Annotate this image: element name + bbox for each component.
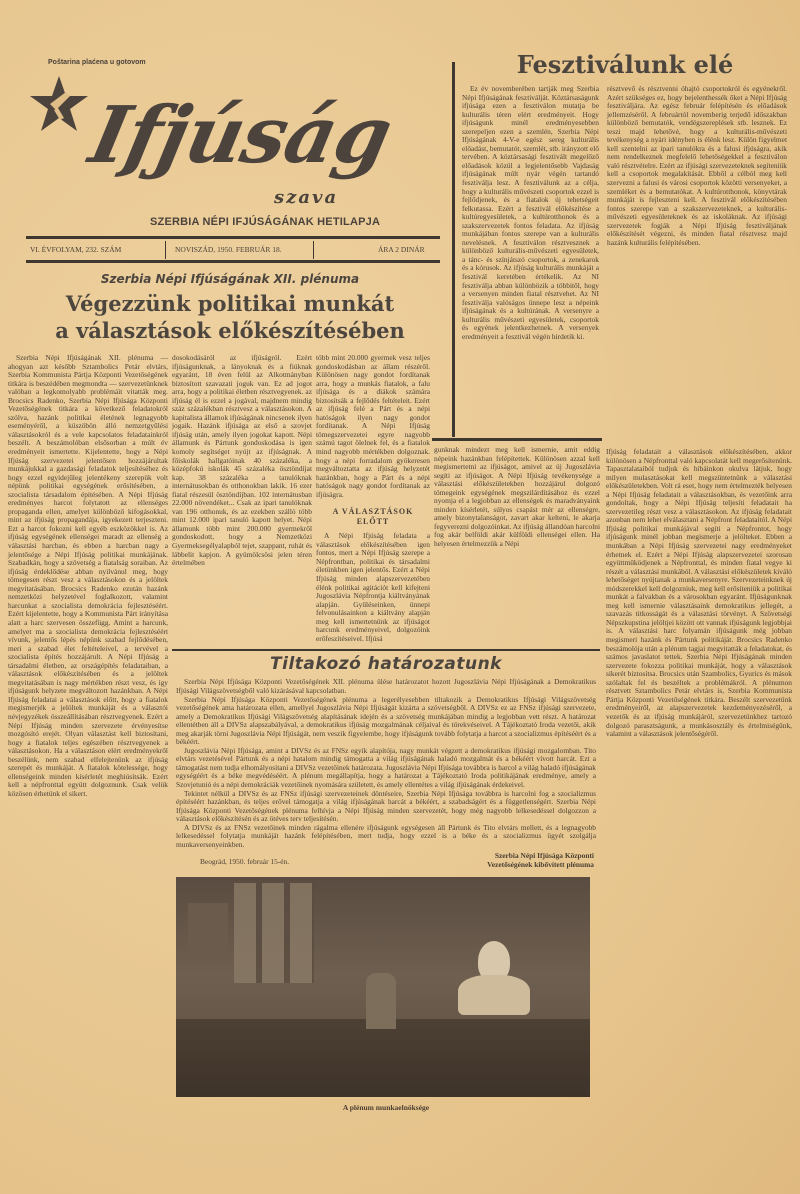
article-text: Ifjúság feladatait a választások előkészítésében, akkor különösen a Népfronttal való kapcsolatát kell megerősítenünk. Tapasztalataiból tudjuk és hibáinkon okulva látjuk, hogy milyen mulasztásokat kell megszüntetnünk a választási előkészületekben. Volt rá eset, hogy nem értelmezték helyesen a Népi Ifjúság feladatait a választásokban, és vezetőink arra gondoltak, hogy a Népi Ifjúság teljesíti feladatait ha szervezetileg részt vesz a választásokon. Az ifjúság feladatait azonban nem lehet elválasztani a Népfront feladataitól. A Népi Ifjúság politikai munkájával segíti a Népfrontot, hogy ifjúságunk minél jobban megismerje a jelölteket. Ebben a munkában a Népi Ifjúság szervezetei nagy eredményeket érhetnek el. Ezért a Népi Ifjúság alapszervezetei szorosan együttműködjenek a Népfronttal, és minden fiatal vegye ki részét a választási munkából. A választási előkészületek kiváló lehetőséget nyújtanak a munkaversenyre. Szervezeteinknek új módszerekkel kell dolgozniuk, meg kell erősíteniük a politikai munkát a falvakban és a városokban egyaránt. Ifjúságunknak meg kell ismernie választásaink demokratikus jellegét, a szavazás titkosságát és a választási törvényt. A Szövetségi Népszkupstina jelöltjei között ott vannak ifjúságunk legjobbjai is. A választási harc folyamán ifjúságunk még jobban megismeri hazánk és Pártunk politikáját. Brocsics Radenko beszámolója után a plénum tagjai megvitatták a feladatokat, és számos javaslatot tettek. Szerbia Népi Ifjúságának minden szervezete fokozza politikai munkáját, hogy a választások sikerét biztosítsa. Brocsics után Szambolics, Gyurics és mások szólaltak fel és beszéltek a problémákról. A plénumon résztvett Sztambolics Petár elvtárs is, Szerbia Kommunista Pártja Központi Vezetőségének titkára. Beszélt szervezetünk eredményeiről, az alapszervezetek kezdeményezéséről, a vezetők és az ifjúság munkájáról, szervezetünkhez tartozó dolgozó parasztságunk, a munkásosztály és értelmiségünk, valamint a választások jelentőségéről. (606, 447, 792, 739)
divider (313, 241, 314, 259)
main-columns-row (172, 354, 600, 643)
price: ÁRA 2 DINÁR (378, 245, 425, 254)
protest-paragraph: A DIVSz és az FNSz vezetőinek minden rágalma ellenére ifjúságunk egységesen áll Pártunk és Tito elvtárs mellett, és a legnagyobb lelkesedéssel folytatja munkáját hazánk felépítésében, mert tudja, hogy ezzel is a béke és a szocializmus ügyét szolgálja munkaversenyeinkben. (176, 822, 596, 849)
article-text: Szerbia Népi Ifjúságának XII. plénuma — ahogyan azt később Sztambolics Petár elvtárs, Szerbia Kommunista Pártja Központi Vezetőségének titkára is beszédében megmondta — szervezetünknek valóban a legkomolyabb problémáit vitatták meg. Brocsics Radenko, Szerbia Népi Ifjúsága Központi Vezetőségének titkára a következő feladatokról szólva, hazánk politikai életének legnagyobb eseményéről, a küszöbön álló nemzetgyűlési választásokról és a vele kapcsolatos feladatainkról beszélt. A beszámolóban elsősorban a múlt év eredményeit ismertette. Kijelentette, hogy a Népi Ifjúság szervezetei jelentősen hozzájárultak munkájukkal a gazdasági feladatok teljesítéséhez és hogy ezzel egyidejűleg jelentékeny szerepük volt népünk politikai egységének erősítésében, a szocialista társadalom építésében. A Népi Ifjúság eredményes harcot folytatott az ellenséges propaganda ellen, amelyet különböző kifogásokkal, mint az ifjúság propagandája, igyekezett terjeszteni. Ezt a harcot fokozni kell egyéb eszközökkel is. Az ifjúság egységének ellenségei maradt az ellenség a választási harcban, és ebben a harcban nagy a jelentősége a Népi Ifjúság politikai munkájának. Szabadkán, hogy a szövetség a fiatalság soraiban. Az ifjúság érdeklődése abban nyilvánul meg, hogy tömegesen részt vesz a választásokon és a jelöltek megvitatásában. Brocsics Radenko ezután hazánk nemzetközi helyzetével foglalkozott, valamint harcunkat a szocialista demokrácia fejlesztéséért. Ezért kijelentette, hogy a Kommunista Párt irányítása alatt a harc szervesen összefügg. Amint a harcunk, amelyet ma a szocialista demokrácia fejlesztéséért vívunk, jelentős lépés népünk szabad fejlődésében, meri a szabad élet feltételeivel, a tervével a szocialista építés hozzájárult. A Népi Ifjúság a társadalmi életben, az országépítés feladataiban, a választások előkészítésében és a jelöltek megvitatásában is nagy mértékben részt vesz, és így ifjúságunk helyzete megváltozott hazánkban. A Népi Ifjúság feladatai a választások előtt, hogy a fiatalok megismerjék a jelöltek munkáját és a választói névjegyzékek összeállításában résztvegyenek. Ezért a Népi Ifjúság minden szervezete érvényesítse mozgósító erejét. Olyan választást kell biztosítani, hogy a fiatalok teljes egészében résztvegyenek a választásokon. Ha a választáson elért eredményekről beszélünk, nem szabad elfelejtenünk az ifjúság szerepét és munkáját. A fiatalok kötelessége, hogy ellenségeink minden kísérletét meghiúsítsák. Ezért kell a népfronttal együtt dolgoznunk. Csak velük közösen érhetünk el sikert. (8, 353, 168, 798)
protest-paragraph: Jugoszlávia Népi Ifjúsága, amint a DIVSz és az FNSz egyik alapítója, nagy munkát végzett a demokratikus ifjúsági mozgalomban. Tito elvtárs vezetésével Pártunk és a népi hatalom mindig támogatta a világ ifjúságának haladó mozgalmát és a békéért vívott harcát. Ezt a támogatást nem tudja elhomályosítani a DIVSz vezetőinek határozata. Jugoszlávia Népi Ifjúsága továbbra is harcol a világ haladó ifjúságának egységéért és a béke megvédéséért. A plénum megállapítja, hogy a határozat a Tájékoztató Iroda politikájának eredménye, amely a Szovjetunió és a népi demokráciák vezetőinek nyomására született, és amely ellentétes a világ ifjúságának érdekeivel. (176, 745, 596, 789)
middle-section (172, 354, 600, 1113)
main-column-3b (316, 532, 430, 643)
protest-paragraph: Tekintet nélkül a DIVSz és az FNSz ifjúsági szervezeteinek döntéseire, Szerbia Népi Ifjúsága továbbra is harcolni fog a szocializmus építéséért hazánkban, és teljes erővel támogatja a világ ifjúságának harcát a békéért, a szabadságért és a függetlenségért. Szerbia Népi Ifjúsága Központi Vezetőségének plénuma felhívja a Népi Ifjúság minden szervezetét, hogy még nagyobb lelkesedéssel dolgozzon a választások előkészítésén és az ötéves terv teljesítésén. (176, 788, 596, 824)
protest-paragraph: Szerbia Népi Ifjúsága Központi Vezetőségének XII. plénuma ülése határozatot hozott Jugoszlávia Népi Ifjúságának a Demokratikus Ifjúsági Világszövetségből való kizárásával kapcsolatban. (176, 677, 596, 695)
photo-bust-shoulders (458, 975, 530, 1015)
masthead-rule-bottom (26, 260, 440, 263)
protest-signature-2: Vezetőségének kibővített plénuma (487, 859, 594, 869)
plenum-photo (176, 877, 590, 1097)
divider (165, 241, 166, 259)
protest-body (176, 678, 596, 849)
article-headline-line-2: a választások előkészítésében (55, 318, 405, 343)
festival-headline: Fesztiválunk elé (516, 50, 734, 79)
protest-footer (200, 852, 594, 869)
protest-place-date: Beográd, 1950. február 15-én. (200, 857, 290, 867)
main-column-4 (434, 446, 600, 549)
main-column-1 (8, 354, 168, 798)
star-emblem-icon (28, 74, 90, 134)
protest-signature (487, 852, 594, 869)
postage-note: Poštarina plaćena u gotovom (48, 59, 146, 66)
article-text: dosokodásáról az ifjúságról. Ezért ifjúságunknak, a lányoknak és a fiúknak egyaránt, 18 éven felül az Alkotmányban biztosított szavazati joguk van. Ez ad jogot arra, hogy a politikai életben résztvegyenek. az ifjúság él is ezzel a jogával, majdnem mindig száz százalékban résztvesz a választásokon. A kapitalista államok ifjúságának nincsenek ilyen jogaik. Hazánk ifjúsága az első a szovjet ifjúság után, amely ilyen jogokat kapott. Népi államunk és Pártunk gondoskodása is igen komoly segítséget nyújt az ifjúságnak. A főiskolák hallgatóinak 40 százaléka, a középfokú iskolák 45 százaléka ösztöndíjat kap. 38 százaléka a tanulóknak internátusokban és otthonokban lakik. 16 ezer fiatal részesül ösztöndíjban. 102 internátusban 22.000 növendéket... Csak az ipari tanulóknak van 196 otthonuk, és az ezekben szálló több mint 12.000 ipari tanuló kapott helyet. Népi államunk több mint 200.000 gyermekről gondoskodott, hogy a Nemzetközi Gyermeksegélyalapból tejet, szappant, ruhát és lábbelit kapjon. A gyümölcsösi jelen téren értelmében (172, 353, 312, 568)
protest-signature-1: Szerbia Népi Ifjúsága Központi (494, 851, 594, 861)
article-heading-block (20, 272, 440, 344)
photo-caption: A plénum munkaelnöksége (342, 1103, 430, 1113)
protest-headline: Tiltakozó határozatunk (270, 654, 502, 675)
festival-text: Ez év novemberében tartják meg Szerbia Népi Ifjúságának fesztiválját. Köztársaságunk ifjúsága ezen a fesztiválon mutatja be kulturális téren elért eredményeit. Hogy ifjúságunk minél eredményesebben szerepeljen ezen a szemlén, Szerbia Népi Ifjúságának 4-V-e egész sereg kulturális előadást, bemutatót, szemlét, stb. irányzott elő tervében. A köztársasági fesztivált megelőző előadások közül a legjelentősebb Vajdaság ifjúságának múlt nyár végén tartandó fesztiválja lesz. A fesztiválunk az a célja, hogy a kulturális művészeti csoportok ezzel is fejlődjenek, és a fiatalok új tehetségeit felkutassa. Ezért a fesztivál előkészítése a kultúregyesületek, a kultúrotthonok és a szakszervezetek fontos feladata. Az ifjúság munkájában fontos szerepe van a kulturális nevelésnek. A fesztiválon résztvesznek a különböző kulturális-művészeti egyesületek, a tánc- és színjátszó csoportok, a zenekarok és a kórusok. Az ifjúság kulturális munkáját a fesztivál keretében értékelik. Az NI fesztiválja abban különbözik a többitől, hogy a versenyen minden fiatal résztvehet. Az NI fesztiválja valóságos ünnepe lesz a népeink ifjúságának és a kultúrának. A versenyre a kulturális művészeti egyesületek, csoportok és egyének jelentkezhetnek. A versenyek eredményeit a fesztivál végén hirdetik ki. (462, 84, 599, 341)
main-column-5 (606, 448, 792, 739)
newspaper-logo: Ifjúság (82, 90, 399, 181)
photo-speaker (366, 973, 396, 1029)
article-headline-line-1: Végezzünk politikai munkát (65, 291, 395, 316)
place-date: NOVISZÁD, 1950. FEBRUÁR 18. (175, 245, 282, 254)
main-column-3 (316, 354, 430, 499)
photo-portrait (188, 903, 228, 959)
logo-subtitle: szava (274, 187, 339, 208)
main-column-2 (172, 354, 312, 568)
article-kicker: Szerbia Népi Ifjúságának XII. plénuma (100, 272, 360, 286)
festival-column-2 (607, 85, 787, 247)
volume-number: VI. ÉVFOLYAM, 232. SZÁM (30, 245, 122, 254)
main-column-3-stack (316, 354, 430, 643)
article-text: gunknak mindezt meg kell ismernie, amit eddig népeink hazánkban felépítettek. Különösen azzal kell megismertetni az ifjúságot, amivel az új Jugoszlávia segíti az ifjúságot. A Népi Ifjúság tevékenysége a választási előkészületekben hozzájárul dolgozó tömegeink egységének megszilárdításához és ezzel nyomja el a legjobban az ellenségek és maradványaink minden kísérletét, súlyos csapást mér az ellenségre, amely bizonytalanságot, zavart akar kelteni, le akarja fegyverezni dolgozóinkat. Az ifjúság állandóan harcolni fog akár belföldi akár külföldi ellenségei ellen. Ha helyesen értelmezzük a Népi (434, 445, 600, 549)
article-text: A Népi Ifjúság feladata a választások előkészítésében igen fontos, mert a Népi Ifjúság szerepe a Népfrontban, politikai és társadalmi életünkben igen jelentős. Ezért a Népi Ifjúság minden alapszervezetében élénk politikai agitációt kell kifejteni Jugoszlávia Népfrontja kiáltványának alapján. Gyűléseinken, ünnepi felvonulásainkon a kiáltvány alapján meg kell ismertetnünk az ifjúságot harcunk eredményeivel, dolgozóink erőfeszítéseivel. Ifjúsá (316, 531, 430, 643)
section-rule (172, 649, 600, 651)
festival-column-1 (462, 85, 599, 341)
article-text: több mint 20.000 gyermek vesz teljes gondoskodásban az állam részéről. Különösen nagy gondot fordítanak arra, hogy a munkás fiatalok, a falu ifjúsága és a diákok számára biztosítsák a fejlődés feltételeit. Ezért az ifjúság felé a Párt és a népi hatóságok ilyen nagy gondot fordítanak. A Népi Ifjúság tömegszervezetei egyre nagyobb számú tagot ölelnek fel, és a fiatalok mind nagyobb mértékben dolgoznak. hogy a népi forradalom gyökeresen megváltoztatta az ifjúság helyzetét hazánkban, hogy a Párt és a népi hatóságok nagy gondot fordítanak az ifjúságra. (316, 353, 430, 499)
section-subhead: A VÁLASZTÁSOK ELŐTT (332, 507, 414, 527)
festival-text: résztvevő és résztvenni óhajtó csoportokról és egyénekről. Azért szükséges ez, hogy bejelenthessék őket a Népi Ifjúság fesztiváljára. Az egész február felépítésén és előadások jellemzéséről. A februártól novemberig terjedő időszakban különböző bemutatók, vendégszereplések stb. lesznek. Ez teszi majd lehetővé, hogy a kulturális-művészeti tevékenység a nyári idényben is élénk lesz. Külön figyelmet kell szentelni az ipari tanulókra és a falusi ifjúságra, akik nem rendelkeznek megfelelő lehetőségekkel a fesztiválon való résztvételre. Ezért az ifjúsági szervezeteknek segíteniük kell a csoportok megalakítását. Ebből a célból meg kell szervezni a falusi és városi csoportok közötti versenyeket, a szemléket és a bemutatókat. A kultúrotthonok, könyvtárak munkáját is fejleszteni kell. A fesztivál előkészítésében fontos szerepe van a szakszervezeteknek, a kulturális-művészeti egyesületeknek és az iskoláknak. Az ifjúsági szervezetek fogják a Népi Ifjúság fesztiváljának előkészítését végezni, és minden fiatal résztvesz majd hazánk kulturális felépítésében. (607, 84, 787, 247)
masthead-rule-top (26, 236, 440, 239)
photo-window (234, 883, 314, 983)
protest-paragraph: Szerbia Népi Ifjúsága Központi Vezetőségének plénuma a legerélyesebben tiltakozik a Demokratikus Ifjúsági Világszövetség vezetőségének ama határozata ellen, amellyel Jugoszlávia Népi Ifjúságát kizárta a szövetségből. A DIVSz ez az FNSz ifjúsági szervezete, amely a Demokratikus Ifjúsági Világszövetség alapításának idején és a szövetség munkájában mindig a legjobban vett részt. A határozat ellentétben áll a DIVSz alapszabályával, a demokratikus ifjúság mozgalmának céljaival és törekvéseivel. A Tájékoztató Iroda vezetői, akik meg akarják törni Jugoszlávia Népi Ifjúságát, nem veszik figyelembe, hogy ifjúságunk tovább folytatja a harcot a szocializmus építéséért és a békéért. (176, 694, 596, 747)
photo-table (176, 1019, 590, 1097)
newspaper-subtitle: SZERBIA NÉPI IFJÚSÁGÁNAK HETILAPJA (150, 216, 381, 228)
